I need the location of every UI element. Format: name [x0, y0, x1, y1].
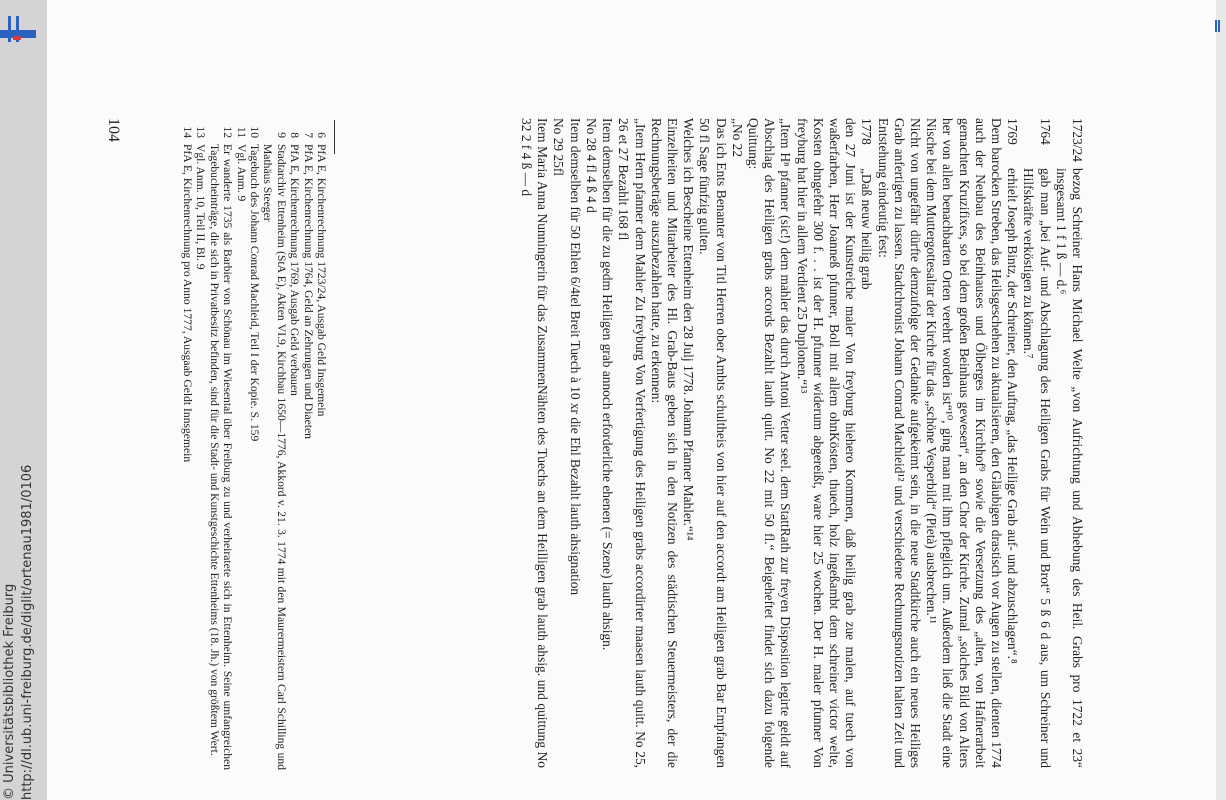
corner-logo-icon [1215, 20, 1221, 34]
entry-year: 1769 [1005, 118, 1021, 145]
footnote-text: Er wanderte 1735 als Barbier von Schönau im Wiesental über Freiburg zu und verheiratete sich in Ettenheim. Seine umfangreichen Tagebucheinträge, die sich in Privatbesitz befinden, sind für die Stadt- und Kunstgeschichte Ettenheims (18. Jh.) von größtem Wert. [207, 144, 235, 770]
footnote-number: 10 [247, 126, 261, 138]
entry-year: 1764 [1037, 118, 1053, 145]
quote-line: „Item Hⁿ pfanner (sic!) dem mahler das durch Antoni Vetter seel. dem StattRath zur freyen Disposition legirte geldt auf Abschlag des Heiligen grabs accords Bezahlt lauth quitt. No 22 mit 50 fl.“ Beigeheftet findet sich dazu folgende Quittung: [745, 118, 794, 768]
page-number: 104 [105, 118, 122, 142]
quote-line: Item Maria Anna Nunningerin für das ZusammenNähten des Tuechs an dem Heilligen grab lauth ahsig. und quittung No 32 2 f 4 ß — d [519, 118, 551, 768]
paragraph-3: Einzelheiten und Mitarbeiter des Hl. Grab-Baus geben sich in den Notizen des städtischen Steuermeisters, der die Rechnungsbeträge auszubezahlen hatte, zu erkennen: [648, 118, 680, 768]
source-url[interactable]: http://dl.ub.uni-freiburg.de/diglit/ortenau1981/0106 [20, 464, 35, 800]
footnote-text: PfA E, Kirchenrechnung pro Anno 1777, Ausgaab Geldt Innsgemein [180, 144, 194, 463]
footnote-number: 8 [288, 132, 302, 138]
footnote-number: 7 [301, 132, 315, 138]
quote-line: „No 22 [729, 118, 745, 158]
footnote-number: 12 [221, 126, 235, 138]
entry-text: gab man „bei Auf- und Abschlagung des Heiligen Grabs für Wein und Brot“ 5 ß 6 d aus, um Schreiner und Hilfskräfte verköstigen zu können.⁷ [1021, 168, 1053, 768]
footnote [288, 120, 301, 770]
footnote-number: 14 [180, 126, 194, 138]
footnote-rule [334, 120, 335, 154]
footnote-number: 11 [234, 126, 248, 138]
library-logo-icon [0, 6, 40, 46]
viewer-left-strip [0, 0, 47, 800]
quote-heading: „Daß neuw heilig grab [859, 168, 875, 290]
quote-line: No 28 4 fl 4 ß 4 d [583, 118, 599, 213]
footnote [248, 120, 261, 770]
footnote [234, 120, 247, 770]
quote-line: Das ich Ents Benanter von Titl Herren ober Ambts schultheis von hier auf den accordt am Heiligen grab Bar Empfangen 50 fl Sage fünfzig gulten. [697, 118, 729, 768]
quote-line: Item demselben für die zu gedm Heiligen grab annoch erforderliche ehenen (= Szene) lauth ahsign. [600, 118, 616, 651]
footnote-number: 6 [315, 132, 328, 138]
footnote [261, 120, 288, 770]
footnote [315, 120, 328, 770]
footnote [207, 120, 234, 770]
quote-line: Item demselben für 50 Ehlen 6/4tel Breit Tuech à 10 xr die Ehl Bezahlt lauth ahsignation [567, 118, 583, 596]
footnote-text: Vgl. Anm. 9 [234, 144, 248, 202]
entry-text: erhielt Joseph Bintz, der Schreiner, den Auftrag, „das Heilige Grab auf- und abzuschlagen“.⁸ [1005, 168, 1021, 664]
paragraph-1: Dem barocken Streben, das Heilsgeschehen zu aktualisieren, den Gläubigen drastisch vor Augen zu stellen, dienten 1774 auch der Neubau des Beinhauses und Ölberges im Kirchhof⁹ sowie die Versetzung des „alten, von Hafnerarbeit gemachten Kruzifixes, so bei dem großen Beinhaus gewesen“, an den Chor der Kirche. Zumal „solches Bild von Alters her von allen benachbarten Orten verehrt worden ist“¹⁰, ging man mit ihm pfleglich um. Außerdem ließ die Stadt eine Nische bei dem Muttergottesaltar der Kirche für das „schöne Vesperbild“ (Pietà) ausbrechen.¹¹ [924, 118, 1004, 768]
entry-1764 [1020, 118, 1052, 768]
quote-line: den 27 Juni ist der Kunstreiche maler Von freyburg hiehero Kommen, daß heilig grab zue malen, auf tuech von waßerfarben, Herr Joanneß pfunner, Boll mit allem ohnKösten, thuech, holz ingeßambt dem schreiner victor welte, Kosten ohngefehr 300 f. . . ist der H. pfunner widerum abgereißt, ware hier 25 wochen. Der H. maler pfunner Von freyburg hat hier in allem Verdient 25 Duplonen.“¹³ [794, 118, 859, 768]
quote-line: Welches ich Bescheine Ettenheim den 28 Julj 1778. Johann Pfanner Mahler.“¹⁴ [681, 118, 697, 541]
main-text [518, 118, 1085, 768]
footnote [181, 120, 194, 770]
quote-line: No 29 25fl [551, 118, 567, 177]
footnote-text: Tagebuch des Johann Conrad Machleid, Teil I der Kopie. S. 159 [247, 144, 261, 442]
copyright-notice: © Universitätsbibliothek Freiburg [2, 583, 17, 800]
footnote-number: 13 [194, 126, 208, 138]
entry-1769 [1004, 118, 1020, 768]
entry-year: 1723/24 [1070, 118, 1085, 162]
footnote-text: PfA E, Kirchenrechnung 1769, Ausgab Geld verbauen [288, 144, 302, 396]
viewer-right-strip [1216, 0, 1226, 800]
entry-1723 [1053, 118, 1085, 768]
footnote [301, 120, 314, 770]
quote-line: „Item Hern pfanner dem Mahler Zu freyburg Von Verfertigung des Heiligen grabs accordirter maasen lauth quitt. No 25, 26 et 27 Bezahlt 168 fl [616, 118, 648, 768]
footnote-number: 9 [274, 132, 288, 138]
entry-text: bezog Schreiner Hans Michael Welte „von Aufrichtung und Abhebung des Heil. Grabs pro 1722 et 23“ insgesamt 1 f 1 ß — d.⁶ [1053, 168, 1085, 768]
entry-year: 1778 [859, 118, 875, 145]
footnote-text: PfA E, Kirchenrechnung 1723/24, Ausgab Geld Insgemein [315, 144, 328, 417]
entry-1778 [858, 118, 874, 768]
paragraph-2: Nicht von ungefähr dürfte demzufolge der Gedanke aufgekeimt sein, in die neue Stadtkirche auch ein neues Heiliges Grab anfertigen zu lassen. Stadtchronist Johann Conrad Machleid¹² und verschiedene Rechnungsnotizen halten Zeit und Entstehung eindeutig fest: [875, 118, 923, 768]
footnote [194, 120, 207, 770]
footnote-text: Vgl. Anm. 10, Teil II, Bl. 9 [194, 144, 208, 270]
footnote-text: PfA E, Kirchenrechnung 1764, Geld an Zehrungen und Diaeten [301, 144, 315, 439]
footnotes [181, 120, 335, 770]
footnote-text: Stadtarchiv Ettenheim (StA E), Akten VI.9, Kirchbau 1650—1776, Akkord v. 21. 3. 1774 mit den Maurermeistern Carl Schilling und Mathäus Steeger [261, 144, 288, 770]
